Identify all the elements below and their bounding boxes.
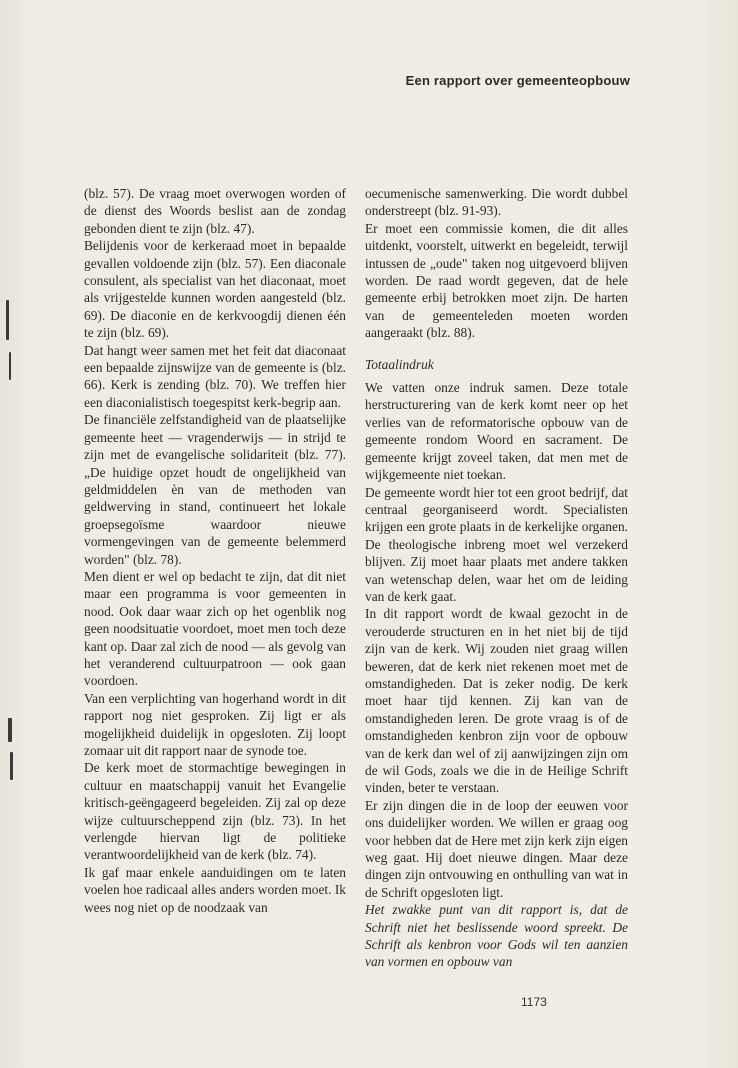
paragraph: Men dient er wel op bedacht te zijn, dat dit niet maar een programma is voor gemeenten in nood. Ook daar waar zich op het ogenblik nog geen noodsituatie voordoet, moet men toch deze kant op. Daar zal zich de nood — als gevolg van het veranderend cultuurpatroon — ook gaan voordoen.: [84, 568, 346, 689]
paragraph: Belijdenis voor de kerkeraad moet in bepaalde gevallen voldoende zijn (blz. 57). Een diaconale consulent, als specialist van het diaconaat, moet als vrijgestelde kunnen worden aangesteld (blz. 69). De diaconie en de kerkvoogdij dienen één te zijn (blz. 69).: [84, 238, 346, 341]
closing-italic-paragraph: Het zwakke punt van dit rapport is, dat de Schrift niet het beslissende woord spreekt. De Schrift als kenbron voor Gods wil ten aanzien van vormen en opbouw van: [365, 902, 628, 970]
paragraph: Er zijn dingen die in de loop der eeuwen voor ons duidelijker worden. We willen er graag oog voor hebben dat de Here met zijn kerk zijn eigen weg gaat. Hij doet nieuwe dingen. Maar deze dingen zijn ontvouwing en onthulling van wat in de Schrift opgesloten ligt.: [365, 797, 628, 900]
paragraph: De kerk moet de stormachtige bewegingen in cultuur en maatschappij vanuit het Evangelie kritisch-geëngageerd begeleiden. Zij zal op deze wijze cultuurscheppend zijn (blz. 73). In het verlengde hiervan ligt de politieke verantwoordelijkheid van de kerk (blz. 74).: [84, 760, 346, 863]
margin-mark: [8, 718, 12, 742]
section-subheading: Totaalindruk: [365, 356, 434, 372]
paragraph: We vatten onze indruk samen. Deze totale herstructurering van de kerk komt neer op het verlies van de reformatorische opbouw van de gemeente rondom Woord en sacrament. De gemeente krijgt zoveel taken, dat men met de wijkgemeente niet toekan.: [365, 380, 628, 483]
margin-mark: [10, 752, 13, 780]
right-column: [365, 185, 628, 971]
paragraph: Ik gaf maar enkele aanduidingen om te laten voelen hoe radicaal alles anders worden moet. Ik wees nog niet op de noodzaak van: [84, 864, 346, 915]
left-column: [84, 185, 346, 916]
running-header: Een rapport over gemeenteopbouw: [405, 73, 630, 88]
paragraph: De financiële zelfstandigheid van de plaatselijke gemeente heet — vragenderwijs — in strijd te zijn met de evangelische solidariteit (blz. 77). „De huidige opzet houdt de ongelijkheid van geldmiddelen èn van de methoden van geldwerving in stand, continueert het lokale groepsegoïsme waardoor nieuwe vormengevingen van de gemeente belemmerd worden" (blz. 78).: [84, 412, 346, 567]
paragraph: Van een verplichting van hogerhand wordt in dit rapport nog niet gesproken. Zij ligt er als mogelijkheid duidelijk in opgesloten. Zij loopt zomaar uit dit rapport naar de synode toe.: [84, 690, 346, 758]
paragraph: (blz. 57). De vraag moet overwogen worden of de dienst des Woords beslist aan de zondag gebonden dient te zijn (blz. 47).: [84, 186, 346, 236]
margin-mark: [9, 352, 11, 380]
paragraph: De gemeente wordt hier tot een groot bedrijf, dat centraal georganiseerd wordt. Specialisten krijgen een grote plaats in de kerkelijke organen. De theologische inbreng moet wel verzekerd blijven. Zij moet haar plaats met andere takken van wetenschap delen, waar het om de leiding van de kerk gaat.: [365, 484, 628, 604]
margin-mark: [6, 300, 9, 340]
paragraph: oecumenische samenwerking. Die wordt dubbel onderstreept (blz. 91-93).: [365, 186, 628, 219]
paragraph: In dit rapport wordt de kwaal gezocht in de verouderde structuren en in het niet bij de tijd zijn van de kerk. Wij zouden niet graag willen beweren, dat de kerk niet rekenen moet met de omstandigheden. Dat is zeker nodig. De kerk moet haar tijd kennen. Zij kan van de omstandigheden leren. De grote vraag is of de omstandigheden kenbron zijn voor de opbouw van de kerk dan wel of zij aanwijzingen zijn om de wil Gods, zoals we die in de Heilige Schrift vinden, beter te verstaan.: [365, 606, 628, 796]
paragraph: Er moet een commissie komen, die dit alles uitdenkt, voorstelt, uitwerkt en begeleidt, terwijl intussen de „oude" taken nog uitgevoerd blijven worden. De raad wordt gegeven, dat de hele gemeente erbij betrokken moet zijn. De harten van de gemeenteleden moeten worden aangeraakt (blz. 88).: [365, 220, 628, 341]
page-number: 1173: [521, 995, 547, 1009]
paragraph: Dat hangt weer samen met het feit dat diaconaat een bepaalde zijnswijze van de gemeente is (blz. 66). Kerk is zending (blz. 70). We treffen hier een diaconialistisch toegespitst kerk-begrip aan.: [84, 342, 346, 410]
